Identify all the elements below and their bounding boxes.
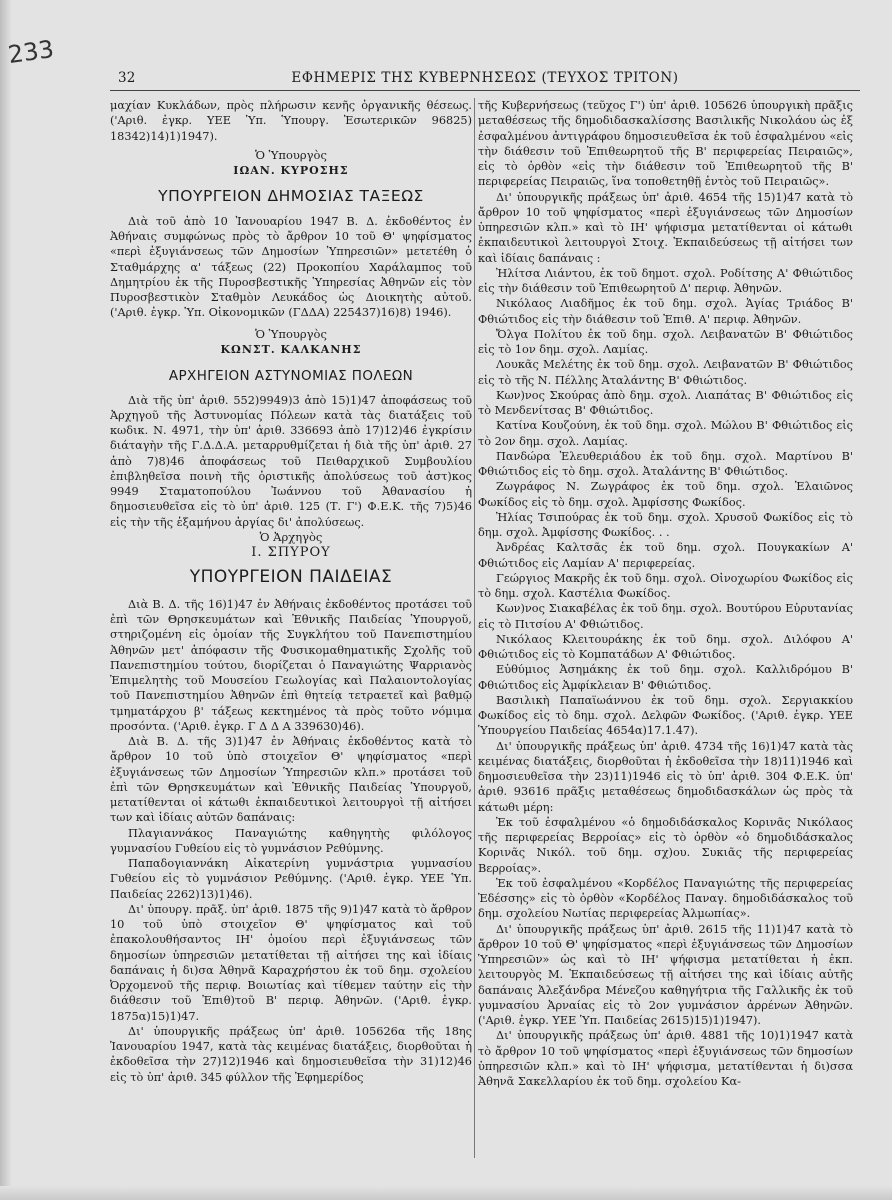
page-bottom-edge bbox=[0, 1186, 892, 1200]
education-paragraph-1: Διὰ Β. Δ. τῆς 16)1)47 ἐν Ἀθήναις ἐκδοθέντος προτάσει τοῦ ἐπὶ τῶν Θρησκευμάτων καὶ Ἐθνικῆς Παιδείας Ὑπουργοῦ, στηριζομένη εἰς ὁμοίαν τῆς Συγκλήτου τοῦ Πανεπιστημίου Ἀθηνῶν μετ' ἀπόφασιν τῆς Φυσικομαθηματικῆς Σχολῆς τοῦ Πανεπιστημίου τούτου, διορίζεται ὁ Παναγιώτης Ψαρριανὸς Ἐπιμελητὴς τοῦ Μουσείου Γεωλογίας καὶ Παλαιοντολογίας τοῦ Πανεπιστημίου Ἀθηνῶν ἐπὶ θητείᾳ τετραετεῖ καὶ βαθμῷ τμηματάρχου β' τάξεως κεκτημένος τὰ πρὸς τοῦτο νόμιμα προσόντα. ('Αριθ. ἐγκρ. Γ Δ Δ Α 339630)46). bbox=[110, 597, 472, 733]
transfer-list-item: Ἠλίας Τσιπούρας ἐκ τοῦ δημ. σχολ. Χρυσοῦ Φωκίδος εἰς τὸ δημ. σχολ. Ἀμφίσσης Φωκίδος. . . bbox=[478, 510, 853, 539]
gazette-title: ΕΦΗΜΕΡΙΣ ΤΗΣ ΚΥΒΕΡΝΗΣΕΩΣ (ΤΕΥΧΟΣ ΤΡΙΤΟΝ) bbox=[291, 70, 679, 86]
right-continuation-paragraph: τῆς Κυβερνήσεως (τεῦχος Γ') ὑπ' ἀριθ. 105626 ὑπουργικὴ πρᾶξις μεταθέσεως τῆς δημοδιδασκαλίσσης Βασιλικῆς Νικολάου ὡς ἐξ ἐσφαλμένου ἀντιγράφου δημοσιευθεῖσα ἐκ τοῦ ἐσφαλμένου «εἰς τὴν διάθεσιν τοῦ Ἐπιθεωρητοῦ τῆς Β' περιφερείας Πειραιῶς», εἰς τὸ ὀρθὸν «εἰς τὴν διάθεσιν τοῦ Ἐπιθεωρητοῦ τῆς Β' περιφερείας Πειραιῶς, ἵνα τοποθετηθῇ ἐντὸς τοῦ Πειραιῶς». bbox=[478, 99, 853, 189]
column-divider bbox=[474, 98, 475, 1158]
page-header bbox=[110, 66, 860, 91]
right-paragraph-correction-b: Ἐκ τοῦ ἐσφαλμένου «Κορδέλος Παναγιώτης τῆς περιφερείας Ἐδέσσης» εἰς τὸ ὀρθὸν «Κορδέλος Παναγ. δημοδιδάσκαλος τοῦ δημ. σχολείου Νωτίας περιφερείας Ἀλμωπίας». bbox=[478, 876, 853, 921]
page-number: 32 bbox=[118, 70, 136, 86]
transfer-list-item: Νικόλαος Λιαδῆμος ἐκ τοῦ δημ. σχολ. Ἁγίας Τριάδος Β' Φθιώτιδος εἰς τὴν διάθεσιν τοῦ Ἐπιθ. Α' περιφ. Ἀθηνῶν. bbox=[478, 297, 853, 326]
police-paragraph: Διὰ τῆς ὑπ' ἀριθ. 552)9949)3 ἀπὸ 15)1)47 ἀποφάσεως τοῦ Ἀρχηγοῦ τῆς Ἀστυνομίας Πόλεων κατὰ τὰς διατάξεις τοῦ κωδικ. Ν. 4971, τὴν ὑπ' ἀριθ. 336693 ἀπὸ 17)12)46 ἐγκρίσιν διάταγὴν τῆς Γ.Δ.Δ.Α. μεταρρυθμίζεται ἡ διὰ τῆς ὑπ' ἀριθ. 27 ἀπὸ 7)8)46 ἀποφάσεως τοῦ Πειθαρχικοῦ Συμβουλίου ἐπιβληθεῖσα ποινὴ τῆς ὁριστικῆς ἀπολύσεως τοῦ ἀστ)κος 9949 Σταματοπούλου Ἰωάννου τοῦ Ἀθανασίου ἡ δημοσιευθεῖσα εἰς τὸ ὑπ' ἀριθ. 125 (Τ. Γ') Φ.Ε.Κ. τῆς 7)5)46 εἰς τὴν τῆς ἑξαμήνου ἀργίας δι' ἀπολύσεως. bbox=[110, 393, 472, 529]
handwritten-margin-note: 233 bbox=[6, 34, 56, 70]
education-paragraph-3: Πλαγιαννάκος Παναγιώτης καθηγητὴς φιλόλογος γυμνασίου Γυθείου εἰς τὸ γυμνάσιον Ρεθύμνης. bbox=[110, 826, 472, 855]
signature-name-2: ΚΩΝΣΤ. ΚΑΛΚΑΝΗΣ bbox=[220, 342, 362, 356]
transfer-list-item: Κατίνα Κουζούνη, ἐκ τοῦ δημ. σχολ. Μώλου Β' Φθιώτιδος εἰς τὸ 2ον δημ. σχολ. Λαμίας. bbox=[478, 419, 853, 448]
signature-name-1: ΙΩΑΝ. ΚΥΡΟΣΗΣ bbox=[233, 163, 349, 177]
transfer-list-item: Εὐθύμιος Ἀσημάκης ἐκ τοῦ δημ. σχολ. Καλλιδρόμου Β' Φθιώτιδος εἰς Ἀμφίκλειαν Β' Φθιώτιδος. bbox=[478, 663, 853, 692]
transfer-list-item: Ὄλγα Πολίτου ἐκ τοῦ δημ. σχολ. Λειβανατῶν Β' Φθιώτιδος εἰς τὸ 1ον δημ. σχολ. Λαμίας. bbox=[478, 327, 853, 356]
page-left-edge bbox=[0, 0, 12, 1200]
right-paragraph-transfer-4881: Δι' ὑπουργικῆς πράξεως ὑπ' ἀριθ. 4881 τῆς 10)1)1947 κατὰ τὸ ἄρθρον 10 τοῦ ψηφίσματος «περὶ ἐξυγιάνσεως τῶν δημοσίων ὑπηρεσιῶν κλπ.» καὶ τὸ ΙΗ' ψήφισμα, μετατίθενται ἡ δι)σσα Ἀθηνᾶ Σακελλαρίου ἐκ τοῦ δημ. σχολείου Κα- bbox=[478, 1029, 853, 1088]
right-paragraph-transfer-2615: Δι' ὑπουργικῆς πράξεως ὑπ' ἀριθ. 2615 τῆς 11)1)47 κατὰ τὸ ἄρθρον 10 τοῦ Θ' ψηφίσματος «περὶ ἐξυγιάνσεως τῶν Δημοσίων Ὑπηρεσιῶν» ὡς καὶ τὸ ΙΗ' ψήφισμα μετατίθεται ἡ ἐκπ. λειτουργὸς Μ. Ἐκπαιδεύσεως τῇ αἰτήσει της καὶ ἰδίαις αὐτῆς δαπάναις Ἀλεξάνδρα Μένεζου καθηγήτρια τῆς Γαλλικῆς ἐκ τοῦ γυμνασίου Ἀρναίας εἰς τὸ 2ον γυμνάσιον ἀρρένων Ἀθηνῶν. ('Αριθ. ἐγκρ. ΥΕΕ Ὑπ. Παιδείας 2615)15)1)1947). bbox=[478, 922, 853, 1027]
education-paragraph-6: Δι' ὑπουργικῆς πράξεως ὑπ' ἀριθ. 105626α τῆς 18ης Ἰανουαρίου 1947, κατὰ τὰς κειμένας διατάξεις, διορθοῦται ἡ ἐκδοθεῖσα τὴν 27)12)1946 καὶ δημοσιευθεῖσα τὴν 31)12)46 εἰς τὸ ὑπ' ἀριθ. 345 φύλλον τῆς Ἐφημερίδος bbox=[110, 1024, 472, 1084]
right-paragraph-correction-4734: Δι' ὑπουργικῆς πράξεως ὑπ' ἀριθ. 4734 τῆς 16)1)47 κατὰ τὰς κειμένας διατάξεις, διορθοῦται ἡ ἐκδοθεῖσα τὴν 18)11)1946 καὶ δημοσιευθεῖσα τὴν 23)11)1946 εἰς τὸ ὑπ' ἀριθ. 304 Φ.Ε.Κ. ὑπ' ἀριθ. 93616 πρᾶξις μεταθέσεως δημοδιδασκάλων ὡς πρὸς τὰ κάτωθι μέρη: bbox=[478, 739, 853, 814]
left-column bbox=[110, 98, 472, 1085]
signature-title-3: Ὁ Ἀρχηγὸς bbox=[259, 529, 323, 544]
right-paragraph-correction-a: Ἐκ τοῦ ἐσφαλμένου «ὁ δημοδιδάσκαλος Κορινᾶς Νικόλαος τῆς περιφερείας Βερροίας» εἰς τὸ ὀρθὸν «ὁ δημοδιδάσκαλος Κορινᾶς Νικόλ. τοῦ δημ. σχ)ου. Συκιᾶς τῆς περιφερείας Βερροίας». bbox=[478, 815, 853, 875]
transfer-list-item: Βασιλικὴ Παπαϊωάννου ἐκ τοῦ δημ. σχολ. Σεργιακκίου Φωκίδος εἰς τὸ δημ. σχολ. Δελφῶν Φωκίδος. ('Αριθ. ἐγκρ. ΥΕΕ Ὑπουργείου Παιδείας 4654α)17.1.47). bbox=[478, 693, 853, 738]
transfer-list-item: Πανδώρα Ἐλευθεριάδου ἐκ τοῦ δημ. σχολ. Μαρτίνου Β' Φθιώτιδος εἰς τὸ δημ. σχολ. Ἀταλάντης Β' Φθιώτιδος. bbox=[478, 449, 853, 478]
transfer-list-item: Ἠλίτσα Λιάντου, ἐκ τοῦ δημοτ. σχολ. Ροδίτσης Α' Φθιώτιδος εἰς τὴν διάθεσιν τοῦ Ἐπιθεωρητοῦ Δ' περιφ. Ἀθηνῶν. bbox=[478, 266, 853, 295]
transfer-list-item: Γεώργιος Μακρῆς ἐκ τοῦ δημ. σχολ. Οἰνοχωρίου Φωκίδος εἰς τὸ δημ. σχολ. Καστέλια Φωκίδος. bbox=[478, 571, 853, 600]
public-order-paragraph: Διὰ τοῦ ἀπὸ 10 Ἰανουαρίου 1947 Β. Δ. ἐκδοθέντος ἐν Ἀθήναις συμφώνως πρὸς τὸ ἄρθρον 10 τοῦ Θ' ψηφίσματος «περὶ ἐξυγιάνσεως τῶν Δημοσίων Ὑπηρεσιῶν» μετετέθη ὁ Σταθμάρχης α' τάξεως (22) Προκοπίου Χαράλαμπος τοῦ Δημητρίου ἐκ τῆς Πυροσβεστικῆς Ὑπηρεσίας Ἀθηνῶν εἰς τὸν Πυροσβεστικὸν Σταθμὸν Λευκάδος ὡς Διοικητὴς αὐτοῦ. ('Αριθ. ἐγκρ. Ὑπ. Οἰκονομικῶν (ΓΔΔΑ) 225437)16)8) 1946). bbox=[110, 214, 472, 320]
education-paragraph-2: Διὰ Β. Δ. τῆς 3)1)47 ἐν Ἀθήναις ἐκδοθέντος κατὰ τὸ ἄρθρον 10 τοῦ ὑπὸ στοιχεῖον Θ' ψηφίσματος «περὶ ἐξυγιάνσεως τῶν Δημοσίων Ὑπηρεσιῶν κλπ.» προτάσει τοῦ ἐπὶ τῶν Θρησκευμάτων καὶ Ἐθνικῆς Παιδείας Ὑπουργοῦ, μετατίθενται οἱ κάτωθι ἐκπαιδευτικοὶ λειτουργοὶ τῇ αἰτήσει των καὶ ἰδίαις αὐτῶν δαπάναις: bbox=[110, 735, 472, 825]
signature-title-1: Ὁ Ὑπουργὸς bbox=[255, 147, 327, 162]
section-heading-education: ΥΠΟΥΡΓΕΙΟΝ ΠΑΙΔΕΙΑΣ bbox=[189, 566, 393, 587]
transfer-list-item: Κων)νος Σιακαβέλας ἐκ τοῦ δημ. σχολ. Βουτύρου Εὐρυτανίας εἰς τὸ Πιτσίου Α' Φθιώτιδος. bbox=[478, 602, 853, 631]
section-heading-police: ΑΡΧΗΓΕΙΟΝ ΑΣΤΥΝΟΜΙΑΣ ΠΟΛΕΩΝ bbox=[168, 367, 414, 384]
education-paragraph-4: Παπαδογιαννάκη Αἰκατερίνη γυμνάστρια γυμνασίου Γυθείου εἰς τὸ γυμνάσιον Ρεθύμνης. ('Αριθ. ἐγκρ. ΥΕΕ Ὑπ. Παιδείας 2262)13)1)46). bbox=[110, 857, 472, 901]
education-paragraph-5: Δι' ὑπουργ. πρᾶξ. ὑπ' ἀριθ. 1875 τῆς 9)1)47 κατὰ τὸ ἄρθρον 10 τοῦ ὑπὸ στοιχεῖον Θ' ψηφίσματος καὶ τοῦ ἐπακολουθήσαντος ΙΗ' ὁμοίου περὶ ἐξυγιάνσεως τῶν δημοσίων ὑπηρεσιῶν μετατίθεται τῇ αἰτήσει της καὶ ἰδίαις δαπάναις ἡ δι)σα Ἀθηνᾶ Καραχρήστου ἐκ τοῦ δημ. σχολείου Ὀρχομενοῦ τῆς περιφ. Βοιωτίας καὶ τίθεμεν ταύτην εἰς τὴν διάθεσιν τοῦ Ἐπιθ)τοῦ Β' περιφ. Ἀθηνῶν. ('Αριθ. ἐγκρ. 1875α)15)1)47. bbox=[110, 902, 472, 1023]
transfer-list-item: Ζωγράφος Ν. Ζωγράφος ἐκ τοῦ δημ. σχολ. Ἐλαιῶνος Φωκίδος εἰς τὸ δημ. σχολ. Ἀμφίσσης Φωκίδος. bbox=[478, 480, 853, 509]
signature-name-3: Ι. ΣΠΥΡΟΥ bbox=[251, 544, 331, 560]
transfer-list-item: Νικόλαος Κλειτουράκης ἐκ τοῦ δημ. σχολ. Διλόφου Α' Φθιώτιδος εἰς τὸ Κομπατάδων Α' Φθιώτιδος. bbox=[478, 632, 853, 661]
right-paragraph-transfer-4654: Δι' ὑπουργικῆς πράξεως ὑπ' ἀριθ. 4654 τῆς 15)1)47 κατὰ τὸ ἄρθρον 10 τοῦ ψηφίσματος «περὶ ἐξυγιάνσεως τῶν Δημοσίων ὑπηρεσιῶν κλπ.» καὶ τὸ ΙΗ' ψήφισμα μετατίθενται οἱ κάτωθι ἐκπαιδευτικοὶ λειτουργοὶ Στοιχ. Ἐκπαιδεύσεως τῇ αἰτήσει των καὶ ἰδίαις δαπάναις : bbox=[478, 190, 853, 265]
transfer-list-item: Κων)νος Σκούρας ἀπὸ δημ. σχολ. Λιαπάτας Β' Φθιώτιδος εἰς τὸ Μενδενίτσας Β' Φθιώτιδος. bbox=[478, 388, 853, 417]
signature-title-2: Ὁ Ὑπουργὸς bbox=[255, 326, 327, 341]
left-intro-paragraph: μαχίαν Κυκλάδων, πρὸς πλήρωσιν κενῆς ὀργανικῆς θέσεως. ('Αριθ. ἐγκρ. ΥΕΕ Ὑπ. Ὑπουργ. Ἐσωτερικῶν 96825) 18342)14)1)1947). bbox=[110, 99, 472, 143]
transfer-list-item: Λουκᾶς Μελέτης ἐκ τοῦ δημ. σχολ. Λειβανατῶν Β' Φθιώτιδος εἰς τὸ τῆς Ν. Πέλλης Ἀταλάντης Β' Φθιώτιδος. bbox=[478, 358, 853, 387]
right-column bbox=[478, 98, 853, 1089]
transfer-list-item: Ἀνδρέας Καλτσᾶς ἐκ τοῦ δημ. σχολ. Πουγκακίων Α' Φθιώτιδος εἰς Λαμίαν Α' περιφερείας. bbox=[478, 541, 853, 570]
section-heading-public-order: ΥΠΟΥΡΓΕΙΟΝ ΔΗΜΟΣΙΑΣ ΤΑΞΕΩΣ bbox=[158, 186, 424, 205]
